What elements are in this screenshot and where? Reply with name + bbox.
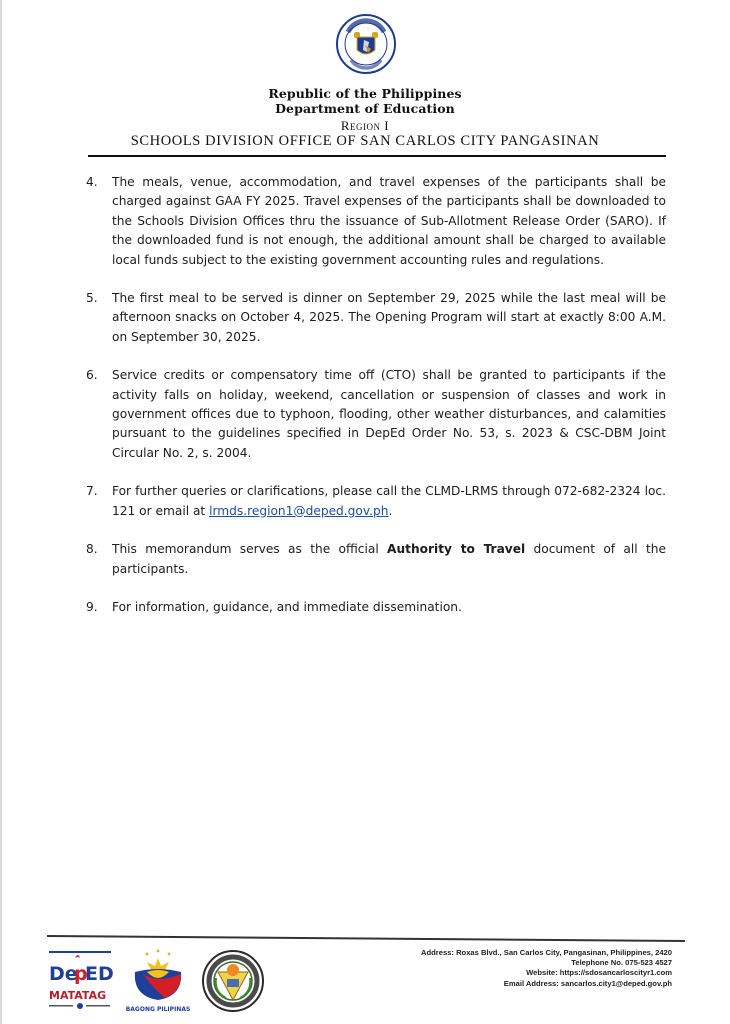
header-department: Department of Education	[275, 101, 455, 116]
item-number: 6.	[86, 368, 98, 383]
item-text-after: .	[388, 503, 393, 518]
item-text: The first meal to be served is dinner on September 29, 2025 while the last meal will be afternoon snacks on October 4, 2025. The Opening Program will start at exactly 8:00 A.M. on September 30, 2025.	[112, 291, 666, 344]
item-text: Service credits or compensatory time off (CTO) shall be granted to participants if the activity falls on holiday, weekend, cancellation or suspension of classes and work in government offices due to typhoon, flooding, other weather disturbances, and calamities pursuant to the guidelines specified in DepEd Order No. 53, s. 2023 & CSC-DBM Joint Circular No. 2, s. 2004.	[112, 368, 666, 460]
svg-text:BAGONG PILIPINAS: BAGONG PILIPINAS	[125, 1006, 191, 1013]
bagong-pilipinas-logo-icon	[125, 948, 191, 1014]
item-number: 9.	[86, 599, 98, 614]
item-number: 7.	[86, 484, 98, 499]
footer-address: Address: Roxas Blvd., San Carlos City, Pangasinan, Philippines, 2420	[421, 948, 672, 957]
svg-text:MATATAG: MATATAG	[49, 989, 107, 1002]
item-text-after: document of all the participants.	[112, 542, 666, 576]
header-division: SCHOOLS DIVISION OFFICE OF SAN CARLOS CITY PANGASINAN	[130, 133, 600, 149]
item-number: 5.	[86, 291, 98, 306]
svg-text:p: p	[74, 963, 88, 985]
item-text-before: This memorandum serves as the official	[112, 542, 388, 557]
header-republic: Republic of the Philippines	[268, 86, 462, 101]
memo-item-7	[86, 482, 666, 521]
header-region: Region I	[340, 118, 390, 133]
page-edge	[0, 0, 2, 1024]
item-text: For information, guidance, and immediate dissemination.	[112, 599, 462, 614]
item-text	[112, 540, 666, 579]
item-number: 8.	[86, 542, 98, 557]
memo-item-9	[86, 598, 666, 617]
item-number: 4.	[86, 175, 98, 189]
memo-item-8	[86, 540, 666, 579]
authority-to-travel: Authority to Travel	[387, 542, 526, 557]
footer-telephone: Telephone No. 075-523 4527	[571, 958, 672, 968]
memo-item-5	[86, 289, 666, 347]
footer-divider	[47, 935, 685, 942]
memo-item-6	[86, 366, 666, 463]
item-text: The meals, venue, accommodation, and travel expenses of the participants shall be charged against GAA FY 2025. Travel expenses of the participants shall be downloaded to the Schools Division Offices thru the issuance of Sub-Allotment Release Order (SARO). If the downloaded fund is not enough, the additional amount shall be charged to available local funds subject to the existing government accounting rules and regulations.	[112, 175, 666, 267]
email-link[interactable]: lrmds.region1@deped.gov.ph	[209, 503, 389, 518]
svg-text:ED: ED	[85, 963, 114, 985]
sdo-san-carlos-seal-icon	[200, 948, 266, 1014]
deped-matatag-logo-icon	[45, 948, 115, 1014]
footer-contact	[421, 948, 672, 989]
item-text	[112, 482, 666, 521]
memo-item-4	[86, 173, 666, 270]
footer-website[interactable]: Website: https://sdosancarloscityr1.com	[526, 968, 672, 978]
deped-seal-icon	[335, 12, 397, 80]
header-divider	[88, 155, 666, 157]
svg-text:De: De	[49, 963, 78, 985]
footer-email[interactable]: Email Address: sancarlos.city1@deped.gov.ph	[503, 978, 672, 988]
memo-items-list	[86, 173, 666, 617]
item-text-before: For further queries or clarifications, please call the CLMD-LRMS through 072-682-2324 loc. 121 or email at	[112, 484, 666, 518]
